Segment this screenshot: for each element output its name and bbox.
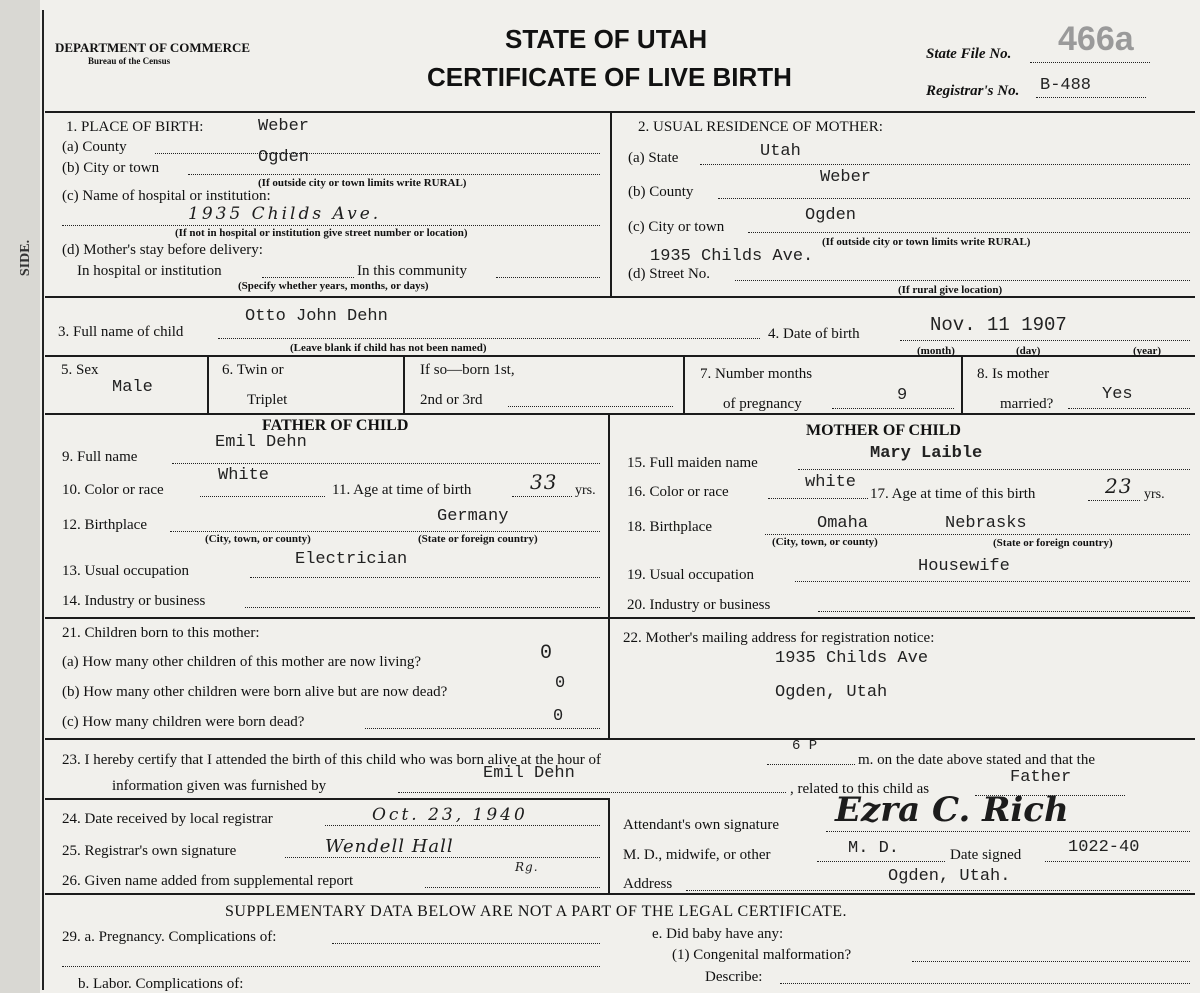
mother-race-line [768,498,868,499]
married-question: married? [1000,396,1054,412]
received-label: 24. Date received by local registrar [62,811,273,827]
father-birthplace-label: 12. Birthplace [62,517,147,533]
mother-age-label: 17. Age at time of this birth [870,486,1036,502]
mailing-label: 22. Mother's mailing address for registration notice: [623,630,935,646]
birth-city-line [188,174,600,175]
father-city-note: (City, town, or county) [205,533,311,545]
residence-county-label: (b) County [628,184,694,200]
registrar-number-value: B-488 [1040,76,1092,95]
stay-hospital-line [262,277,354,278]
mother-industry-line [818,611,1190,612]
state-file-line [1030,62,1150,63]
pregnancy-complications-line [332,943,600,944]
malformation-line [912,961,1190,962]
residence-city-note: (If outside city or town limits write RURAL) [822,236,1031,248]
dob-month-label: (month) [917,345,955,357]
mother-occupation-line [795,581,1190,582]
children-stillborn-label: (c) How many children were born dead? [62,714,305,730]
father-state-note: (State or foreign country) [418,533,538,545]
triplet-label: Triplet [247,392,288,408]
child-name-note: (Leave blank if child has not been named) [290,342,487,354]
registrar-signature-line [285,857,600,858]
registrar-signature-value: Wendell Hall [325,836,454,857]
father-birthplace-line [170,531,600,532]
birth-city-label: (b) City or town [62,160,160,176]
received-line [325,825,600,826]
children-dead-label: (b) How many other children were born alive but are now dead? [62,684,448,700]
stay-community-label: In this community [357,263,467,279]
rule-split-1 [610,111,612,296]
mother-race-value: white [805,473,857,492]
residence-county-line [718,198,1190,199]
dob-year-label: (year) [1133,345,1162,357]
married-value: Yes [1102,385,1133,404]
stay-hospital-label: In hospital or institution [77,263,222,279]
certificate-title: CERTIFICATE OF LIVE BIRTH [427,62,792,92]
date-signed-label: Date signed [950,847,1022,863]
mother-name-line [798,469,1190,470]
edge-rule [42,10,44,990]
residence-city-value: Ogden [805,206,857,225]
mother-stay-label: (d) Mother's stay before delivery: [62,242,263,258]
father-age-label: 11. Age at time of birth [332,482,472,498]
state-file-value: 466a [1058,20,1134,58]
mother-age-yrs: yrs. [1144,487,1165,502]
residence-state-value: Utah [760,142,801,161]
stay-note: (Specify whether years, months, or days) [238,280,429,292]
given-name-label: 26. Given name added from supplemental report [62,873,354,889]
residence-street-label: (d) Street No. [628,266,711,282]
father-age-line [512,496,572,497]
father-race-line [200,496,325,497]
months-value: 9 [897,386,908,405]
pregnancy-complications-line-2 [62,966,600,967]
residence-state-line [700,164,1190,165]
attendant-title-label: M. D., midwife, or other [623,847,771,863]
hospital-value: 1935 Childs Ave. [188,204,382,224]
mother-state-note: (State or foreign country) [993,537,1113,549]
residence-state-label: (a) State [628,150,679,166]
children-stillborn-line [365,728,600,729]
mailing-line-1: 1935 Childs Ave [775,649,929,668]
registrar-number-label: Registrar's No. [926,83,1020,99]
father-occupation-value: Electrician [295,550,408,569]
rule-row-9 [45,413,1195,415]
residence-street-line [735,280,1190,281]
rule-bottom [45,893,1195,895]
rule-row-24 [45,798,610,800]
father-industry-line [245,607,600,608]
residence-street-value: 1935 Childs Ave. [650,247,814,266]
mother-name-label: 15. Full maiden name [627,455,758,471]
informant-value: Emil Dehn [483,764,575,783]
stay-community-line [496,277,600,278]
mailing-line-2: Ogden, Utah [775,683,888,702]
certify-hour-line [767,764,855,765]
date-signed-line [1045,861,1190,862]
father-name-line [172,463,600,464]
married-label: 8. Is mother [977,366,1050,382]
dob-day-label: (day) [1016,345,1041,357]
birth-county-label: (a) County [62,139,127,155]
pregnancy-complications-label: 29. a. Pregnancy. Complications of: [62,929,277,945]
residence-street-note: (If rural give location) [898,284,1003,296]
bureau-label: Bureau of the Census [88,56,171,66]
months-label: 7. Number months [700,366,813,382]
child-name-line [218,338,760,339]
rule-row-21 [45,617,1195,619]
residence-label: 2. USUAL RESIDENCE OF MOTHER: [638,119,883,135]
father-name-label: 9. Full name [62,449,138,465]
state-title: STATE OF UTAH [505,24,708,54]
hospital-note: (If not in hospital or institution give street number or location) [175,227,468,239]
father-heading: FATHER OF CHILD [262,417,409,434]
certify-line-2: information given was furnished by [112,778,327,794]
birth-city-value: Ogden [258,148,310,167]
pregnancy-label: of pregnancy [723,396,802,412]
mother-birthplace-state: Nebrasks [945,514,1027,533]
dob-line [900,340,1190,341]
attendant-signature-line [826,831,1190,832]
certify-hour-value: 6 P [792,738,818,754]
given-name-line [425,887,600,888]
months-line [832,408,954,409]
children-living-label: (a) How many other children of this mother are now living? [62,654,422,670]
birth-county-line [155,153,600,154]
children-stillborn-value: 0 [553,707,564,726]
mother-race-label: 16. Color or race [627,484,729,500]
attendant-address-value: Ogden, Utah. [888,867,1011,886]
hospital-label: (c) Name of hospital or institution: [62,188,271,204]
certify-line-1b: m. on the date above stated and that the [858,752,1096,768]
attendant-title-value: M. D. [848,839,900,858]
dob-value: Nov. 11 1907 [930,314,1067,336]
rule-split-5d [961,355,963,413]
rule-split-5c [683,355,685,413]
attendant-title-line [817,861,945,862]
residence-city-label: (c) City or town [628,219,725,235]
date-signed-value: 1022-40 [1068,838,1140,857]
birth-order-line [508,406,673,407]
father-industry-label: 14. Industry or business [62,593,206,609]
rule-split-3 [608,798,610,893]
attendant-signature-label: Attendant's own signature [623,817,780,833]
certify-line-1: 23. I hereby certify that I attended the birth of this child who was born alive at the hour of [62,752,602,768]
registrar-signature-label: 25. Registrar's own signature [62,843,237,859]
mother-name-value: Mary Laible [870,444,983,463]
children-label: 21. Children born to this mother: [62,625,260,641]
sex-value: Male [112,378,153,397]
rule-split-2 [608,413,610,738]
married-line [1068,408,1190,409]
children-dead-value: 0 [555,674,566,693]
informant-line [398,792,786,793]
father-birthplace-value: Germany [437,507,509,526]
malformation-label: (1) Congenital malformation? [672,947,852,963]
father-age-value: 33 [530,470,558,494]
mother-city-note: (City, town, or county) [772,536,878,548]
describe-label: Describe: [705,969,763,985]
father-race-label: 10. Color or race [62,482,164,498]
residence-county-value: Weber [820,168,872,187]
describe-line [780,983,1190,984]
residence-city-line [748,232,1190,233]
baby-label: e. Did baby have any: [652,926,784,942]
mother-heading: MOTHER OF CHILD [806,422,961,439]
supplementary-heading: SUPPLEMENTARY DATA BELOW ARE NOT A PART OF THE LEGAL CERTIFICATE. [225,903,847,920]
dob-label: 4. Date of birth [768,326,860,342]
hospital-line [62,225,600,226]
rule-split-5a [207,355,209,413]
rule-row-3 [45,296,1195,298]
sex-label: 5. Sex [61,362,99,378]
attendant-address-line [686,890,1190,891]
mother-age-line [1088,500,1140,501]
mother-birthplace-label: 18. Birthplace [627,519,712,535]
twin-label: 6. Twin or [222,362,284,378]
registrar-number-line [1036,97,1146,98]
attendant-signature-value: Ezra C. Rich [835,790,1069,830]
mother-birthplace-line [765,534,1190,535]
mother-age-value: 23 [1105,474,1133,498]
father-name-value: Emil Dehn [215,433,307,452]
rule-row-23 [45,738,1195,740]
father-race-value: White [218,466,270,485]
scan-edge [0,0,40,993]
certify-line-2b: , related to this child as [790,781,930,797]
mother-occupation-label: 19. Usual occupation [627,567,755,583]
place-of-birth-label: 1. PLACE OF BIRTH: [66,119,204,135]
if-so-label: If so—born 1st, [420,362,515,378]
mother-occupation-value: Housewife [918,557,1010,576]
father-occupation-label: 13. Usual occupation [62,563,190,579]
rule-split-5b [403,355,405,413]
department-label: DEPARTMENT OF COMMERCE [55,40,251,55]
father-age-yrs: yrs. [575,483,596,498]
birth-order-label: 2nd or 3rd [420,392,483,408]
father-occupation-line [250,577,600,578]
mother-industry-label: 20. Industry or business [627,597,771,613]
children-living-value: 0 [540,642,553,665]
birth-county-value: Weber [258,117,310,136]
rule-top [45,111,1195,113]
attendant-address-label: Address [623,876,673,892]
child-name-label: 3. Full name of child [58,324,184,340]
received-value: Oct. 23, 1940 [372,805,528,825]
state-file-label: State File No. [926,46,1012,62]
labor-complications-label: b. Labor. Complications of: [78,976,244,992]
mother-birthplace-city: Omaha [817,514,869,533]
side-text: SIDE. [18,239,34,277]
registrar-signature-suffix: Rg. [515,860,539,874]
birth-city-note: (If outside city or town limits write RURAL) [258,177,467,189]
child-name-value: Otto John Dehn [245,307,388,326]
relation-value: Father [1010,768,1072,787]
